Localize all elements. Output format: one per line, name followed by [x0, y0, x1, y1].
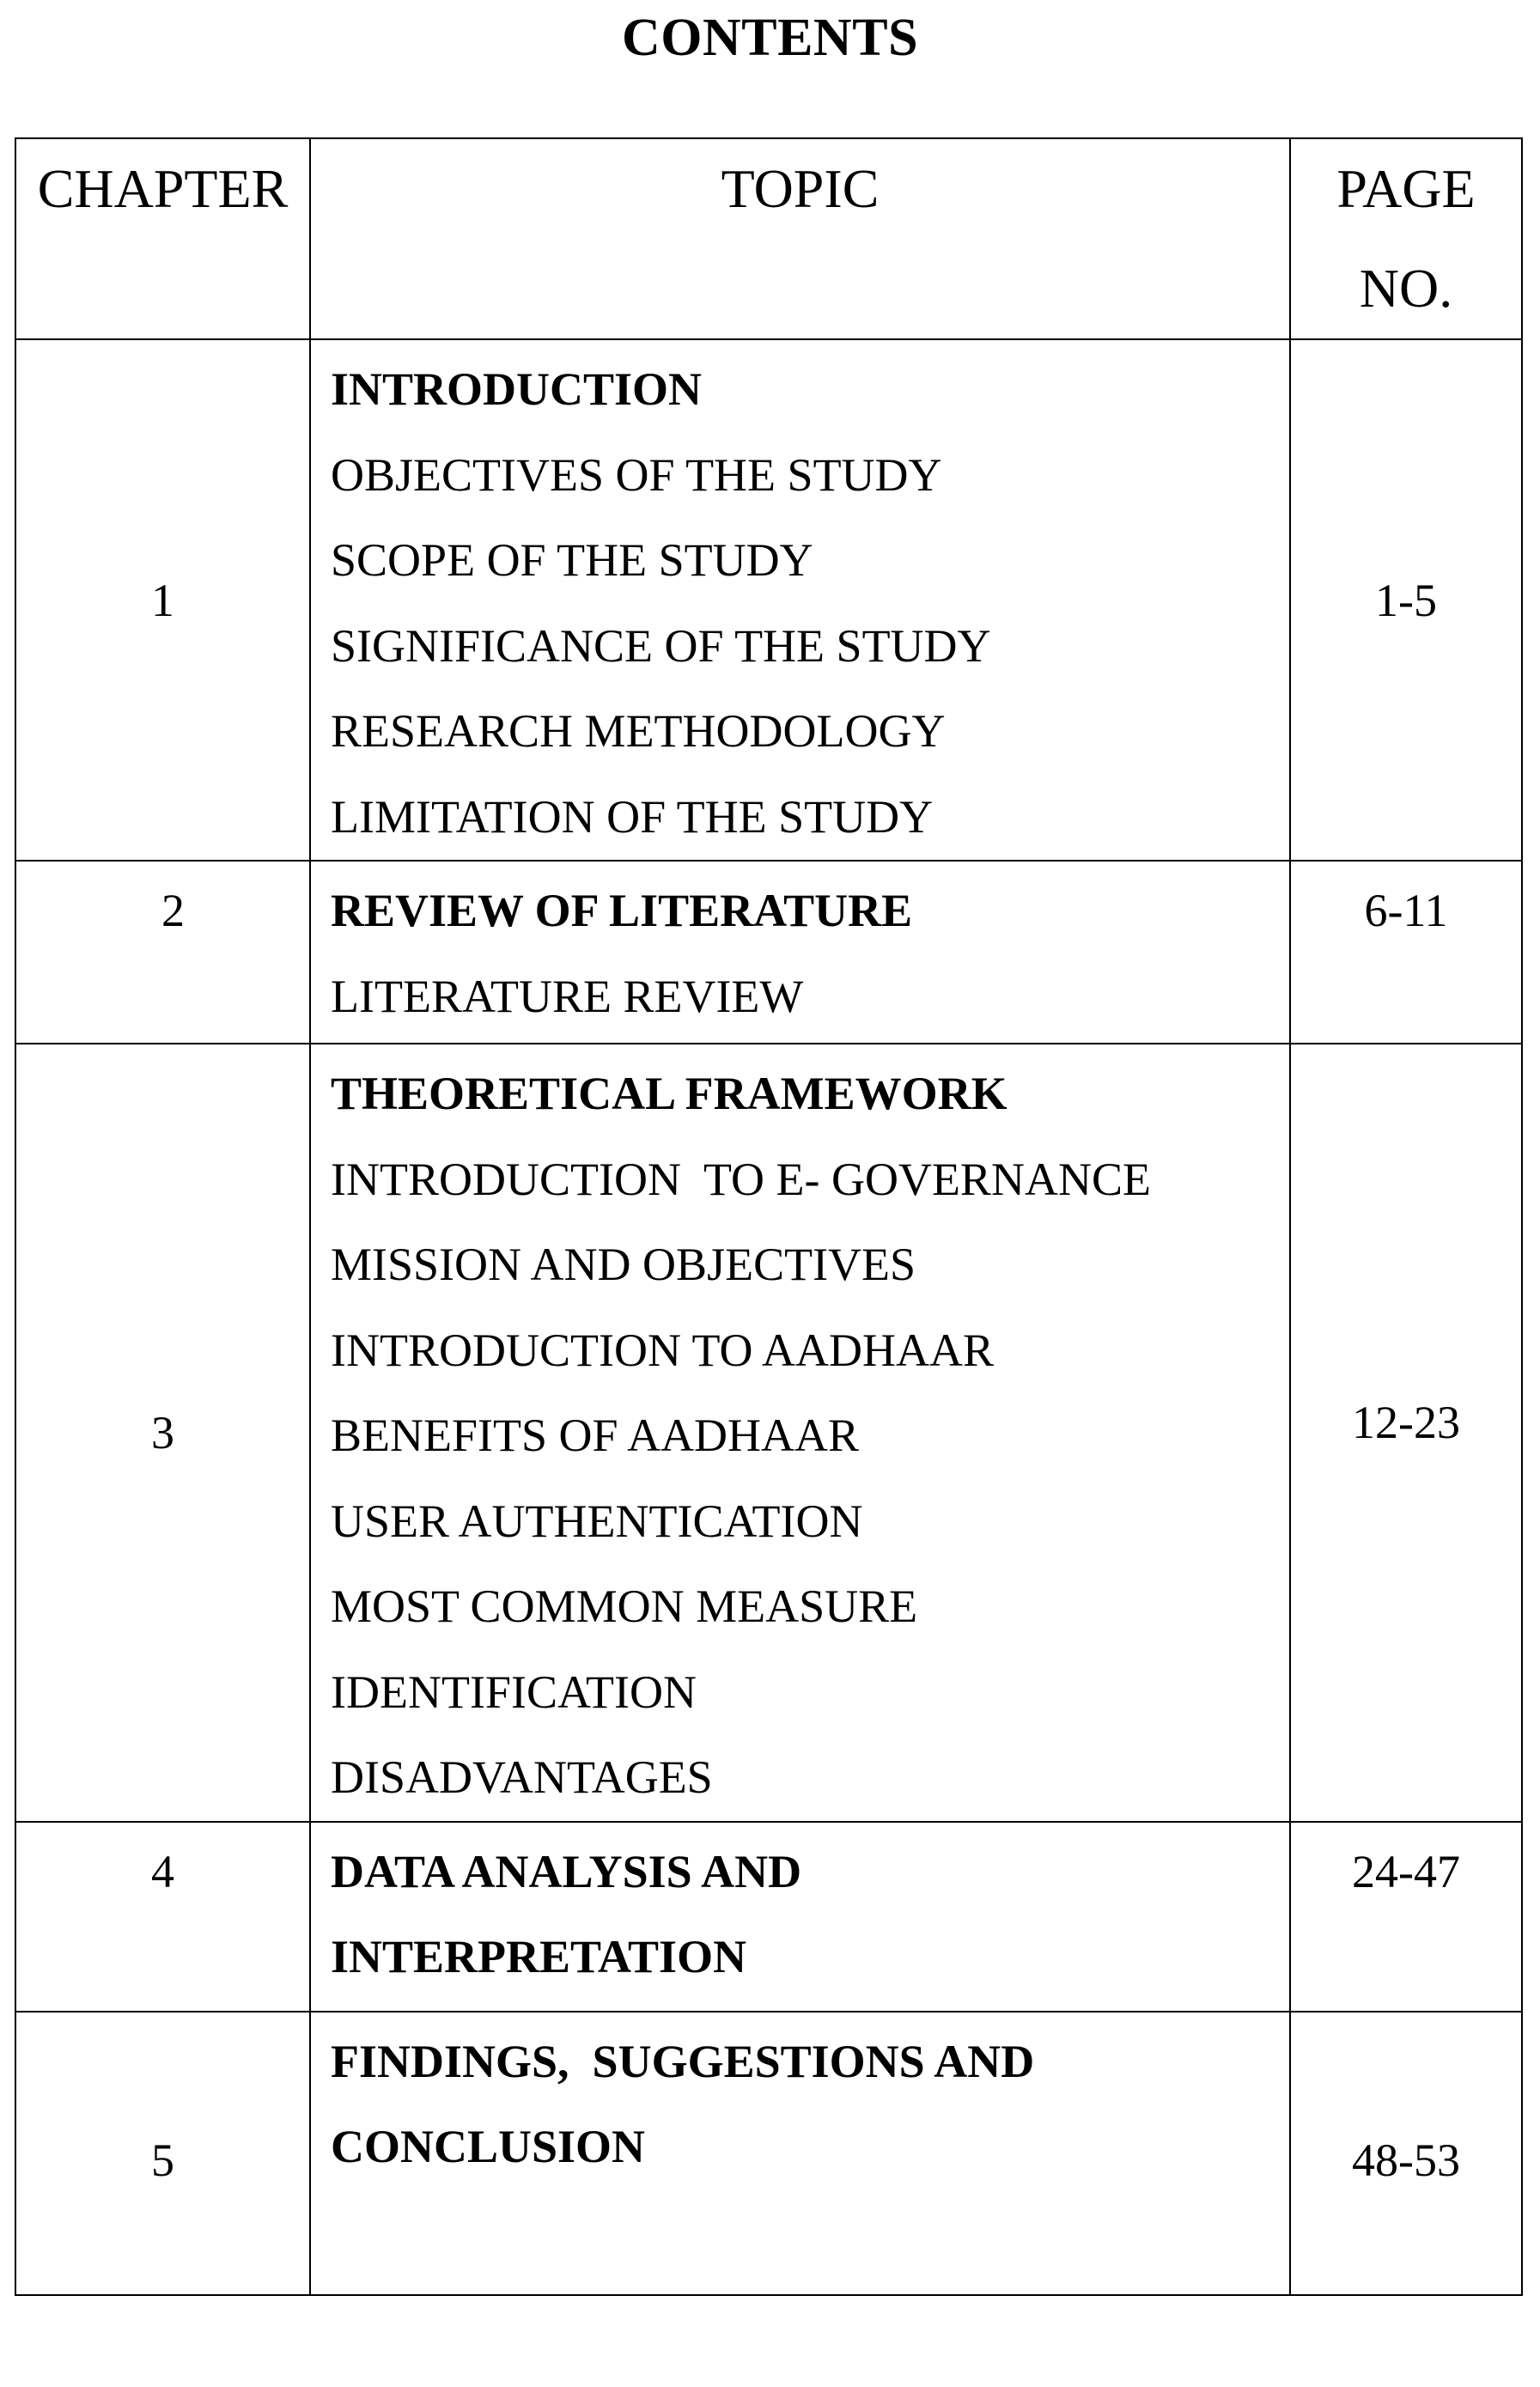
table-header-row: [15, 138, 1522, 339]
topic-heading: INTRODUCTION: [331, 363, 703, 415]
topic-item: MOST COMMON MEASURE: [331, 1580, 918, 1632]
topic-heading: FINDINGS, SUGGESTIONS AND: [331, 2035, 1035, 2087]
header-chapter: CHAPTER: [15, 138, 310, 339]
chapter-number-text: 1: [151, 574, 174, 626]
page-range-text: 1-5: [1375, 574, 1437, 626]
topic-item: SCOPE OF THE STUDY: [331, 534, 813, 586]
topic-list: [310, 2012, 1290, 2295]
page-range: [1290, 339, 1522, 861]
topic-list: [310, 339, 1290, 861]
header-page-line1: PAGE: [1336, 158, 1476, 219]
page-range-text: 6-11: [1364, 885, 1448, 936]
page-range-text: 48-53: [1352, 2134, 1460, 2186]
topic-item: BENEFITS OF AADHAAR: [331, 1410, 860, 1461]
chapter-number: [15, 339, 310, 861]
topic-item: MISSION AND OBJECTIVES: [331, 1239, 916, 1290]
topic-list: [310, 1822, 1290, 2012]
chapter-number: [15, 861, 310, 1044]
table-row-chapter-1: [15, 339, 1522, 861]
topic-heading: INTERPRETATION: [331, 1931, 747, 1982]
topic-item: INTRODUCTION TO AADHAAR: [331, 1324, 995, 1376]
topic-list: [310, 861, 1290, 1044]
chapter-number-text: 2: [161, 885, 185, 936]
page-range: [1290, 1822, 1522, 2012]
table-row-chapter-4: [15, 1822, 1522, 2012]
topic-heading: CONCLUSION: [331, 2121, 646, 2172]
page-range-text: 12-23: [1352, 1396, 1460, 1448]
chapter-number: [15, 1044, 310, 1822]
page-range: [1290, 861, 1522, 1044]
topic-heading: THEORETICAL FRAMEWORK: [331, 1068, 1007, 1119]
page-range: [1290, 1044, 1522, 1822]
topic-item: LIMITATION OF THE STUDY: [331, 790, 934, 843]
chapter-number: [15, 2012, 310, 2295]
topic-item: LITERATURE REVIEW: [331, 970, 804, 1022]
chapter-number: [15, 1822, 310, 2012]
table-row-chapter-3: [15, 1044, 1522, 1822]
table-row-chapter-5: [15, 2012, 1522, 2295]
table-row-chapter-2: [15, 861, 1522, 1044]
header-topic: TOPIC: [310, 138, 1290, 339]
topic-item: USER AUTHENTICATION: [331, 1495, 863, 1547]
chapter-number-text: 5: [151, 2134, 174, 2186]
topic-item: IDENTIFICATION: [331, 1665, 697, 1718]
chapter-number-text: 3: [151, 1406, 174, 1458]
page-range: [1290, 2012, 1522, 2295]
topic-item: DISADVANTAGES: [331, 1751, 713, 1803]
chapter-number-text: 4: [151, 1845, 174, 1897]
header-page-line2: NO.: [1359, 258, 1453, 319]
topic-item: OBJECTIVES OF THE STUDY: [331, 448, 942, 501]
page-title: CONTENTS: [621, 9, 919, 67]
topic-item: RESEARCH METHODOLOGY: [331, 705, 946, 757]
topic-item: SIGNIFICANCE OF THE STUDY: [331, 619, 991, 672]
topic-item: INTRODUCTION TO E- GOVERNANCE: [331, 1153, 1151, 1205]
topic-heading: REVIEW OF LITERATURE: [331, 885, 913, 936]
header-page-no: [1290, 138, 1522, 339]
contents-table: [15, 137, 1523, 2296]
topic-list: [310, 1044, 1290, 1822]
topic-heading: DATA ANALYSIS AND: [331, 1845, 802, 1897]
page-range-text: 24-47: [1352, 1845, 1460, 1897]
